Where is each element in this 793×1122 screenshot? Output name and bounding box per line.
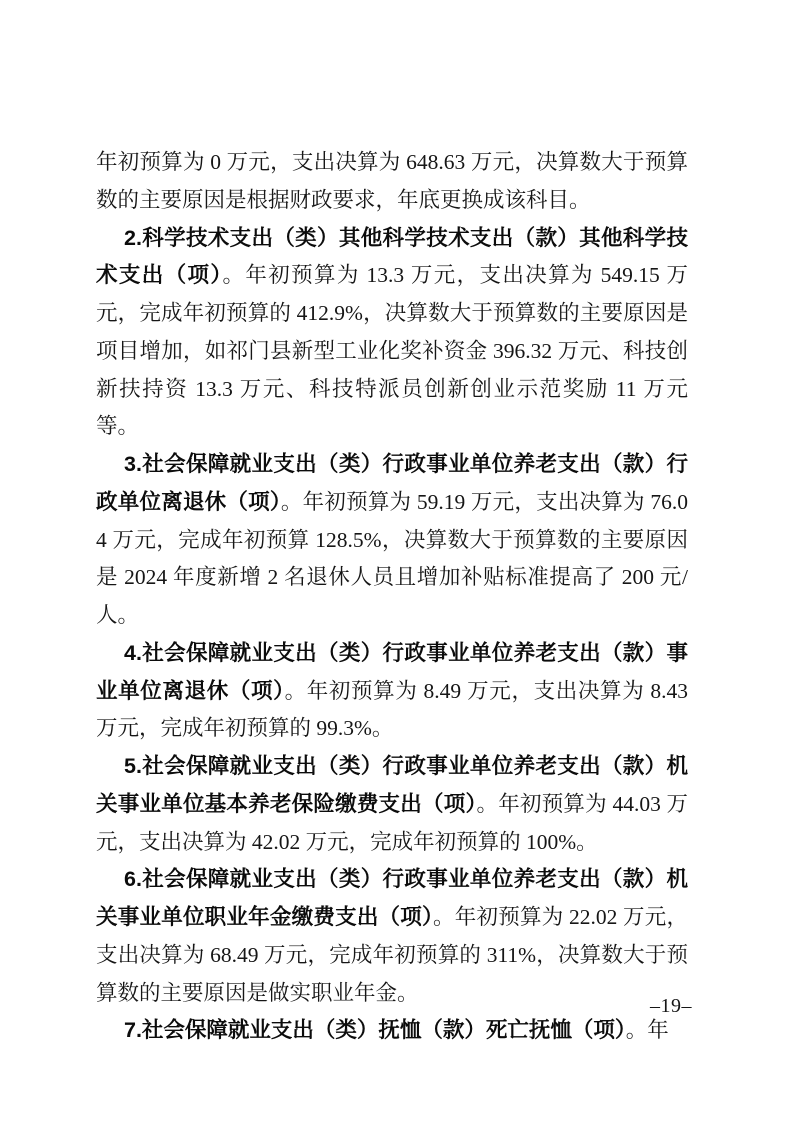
paragraph-continuation [96,144,688,220]
paragraph-item-4 [96,635,688,748]
paragraph-heading: 7.社会保障就业支出（类）抚恤（款）死亡抚恤（项） [124,1018,626,1043]
page-number: –19– [650,995,692,1017]
paragraph-heading: 5.社会保障就业支出（类）行政事业单位养老支出（款）机关事业单位基本养老保险缴费支出（项） [96,754,688,816]
paragraph-item-5 [96,748,688,861]
paragraph-body: 。年初预算为 8.49 万元，支出决算为 8.43 万元，完成年初预算的 99.3%。 [96,678,688,741]
paragraph-heading: 6.社会保障就业支出（类）行政事业单位养老支出（款）机关事业单位职业年金缴费支出（项） [96,867,688,929]
paragraph-heading: 4.社会保障就业支出（类）行政事业单位养老支出（款）事业单位离退休（项） [96,640,688,703]
paragraph-body: 年初预算为 0 万元，支出决算为 648.63 万元，决算数大于预算数的主要原因是根据财政要求，年底更换成该科目。 [96,150,688,212]
paragraph-item-7 [96,1012,688,1050]
paragraph-heading: 2.科学技术支出（类）其他科学技术支出（款）其他科学技术支出（项） [96,225,688,288]
paragraph-body: 。年初预算为 13.3 万元，支出决算为 549.15 万元，完成年初预算的 412.9%，决算数大于预算数的主要原因是项目增加，如祁门县新型工业化奖补资金 396.32 万元、科技创新扶持资 13.3 万元、科技特派员创新创业示范奖励 11 万元等。 [96,263,688,439]
paragraph-heading: 3.社会保障就业支出（类）行政事业单位养老支出（款）行政单位离退休（项） [96,452,688,514]
paragraph-item-3 [96,446,688,635]
paragraph-item-2 [96,220,688,447]
document-body [96,144,688,1050]
paragraph-body: 。年初预算为 22.02 万元，支出决算为 68.49 万元，完成年初预算的 311%，决算数大于预算数的主要原因是做实职业年金。 [96,905,688,1005]
paragraph-body: 。年初预算为 44.03 万元，支出决算为 42.02 万元，完成年初预算的 100%。 [96,791,688,854]
paragraph-body: 。年初预算为 59.19 万元，支出决算为 76.04 万元，完成年初预算 128.5%，决算数大于预算数的主要原因是 2024 年度新增 2 名退休人员且增加补贴标准提高了 200 元/人。 [96,489,688,627]
paragraph-item-6 [96,861,688,1012]
paragraph-body: 。年 [625,1018,669,1043]
